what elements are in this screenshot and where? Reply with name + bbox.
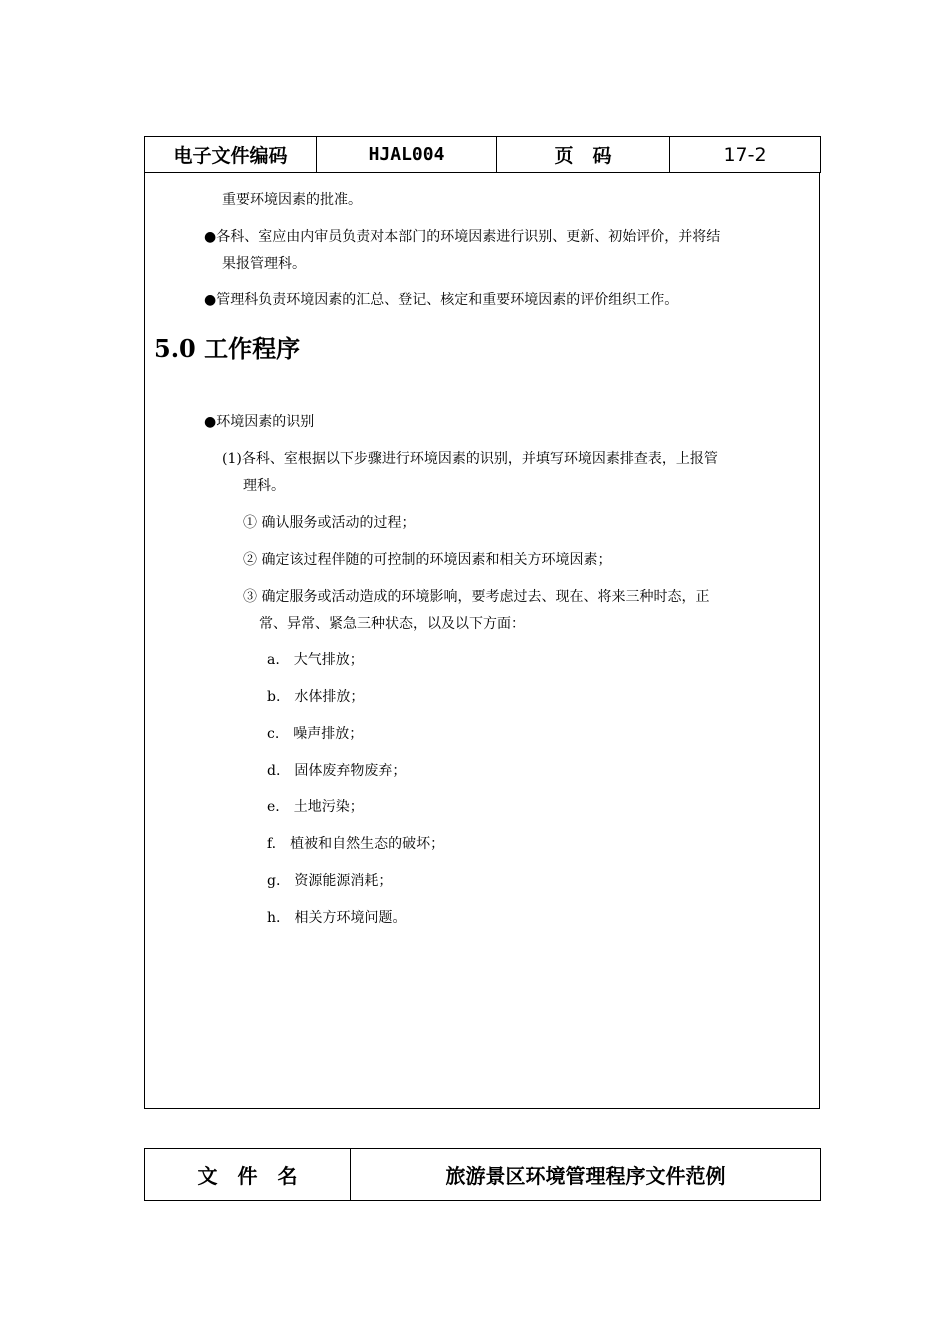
file-code-value: HJAL004 — [317, 137, 497, 173]
list-item: h. 相关方环境问题。 — [267, 910, 407, 926]
list-item: a. 大气排放； — [267, 652, 364, 668]
list-item: e. 土地污染； — [267, 799, 364, 815]
list-item: b. 水体排放； — [267, 689, 365, 705]
list-item: f. 植被和自然生态的破坏； — [267, 836, 445, 852]
list-item: d. 固体废弃物废弃； — [267, 763, 407, 779]
page-number-label: 页 码 — [497, 137, 670, 173]
bullet-item: ●各科、室应由内审员负责对本部门的环境因素进行识别、更新、初始评价，并将结 — [204, 229, 721, 245]
bullet-item: ●环境因素的识别 — [204, 414, 315, 430]
step-item: (1)各科、室根据以下步骤进行环境因素的识别，并填写环境因素排查表，上报管 — [222, 451, 718, 467]
step-item-continuation: 理科。 — [243, 478, 285, 494]
file-name-label: 文 件 名 — [145, 1149, 351, 1201]
bullet-item-continuation: 果报管理科。 — [222, 256, 306, 272]
document-body — [144, 173, 820, 1109]
document-header-table — [144, 136, 821, 173]
sub-step-item: ③ 确定服务或活动造成的环境影响，要考虑过去、现在、将来三种时态，正 — [243, 589, 710, 605]
file-name-value: 旅游景区环境管理程序文件范例 — [351, 1149, 821, 1201]
sub-step-item: ② 确定该过程伴随的可控制的环境因素和相关方环境因素； — [243, 552, 612, 568]
section-title: 5.0 工作程序 — [154, 334, 301, 363]
page-number-value: 17-2 — [670, 137, 821, 173]
document-footer-table — [144, 1148, 821, 1201]
file-code-label: 电子文件编码 — [145, 137, 317, 173]
text-line: 重要环境因素的批准。 — [222, 192, 362, 208]
sub-step-item-continuation: 常、异常、紧急三种状态，以及以下方面： — [259, 616, 525, 632]
sub-step-item: ① 确认服务或活动的过程； — [243, 515, 416, 531]
bullet-item: ●管理科负责环境因素的汇总、登记、核定和重要环境因素的评价组织工作。 — [204, 292, 679, 308]
list-item: c. 噪声排放； — [267, 726, 364, 742]
list-item: g. 资源能源消耗； — [267, 873, 393, 889]
